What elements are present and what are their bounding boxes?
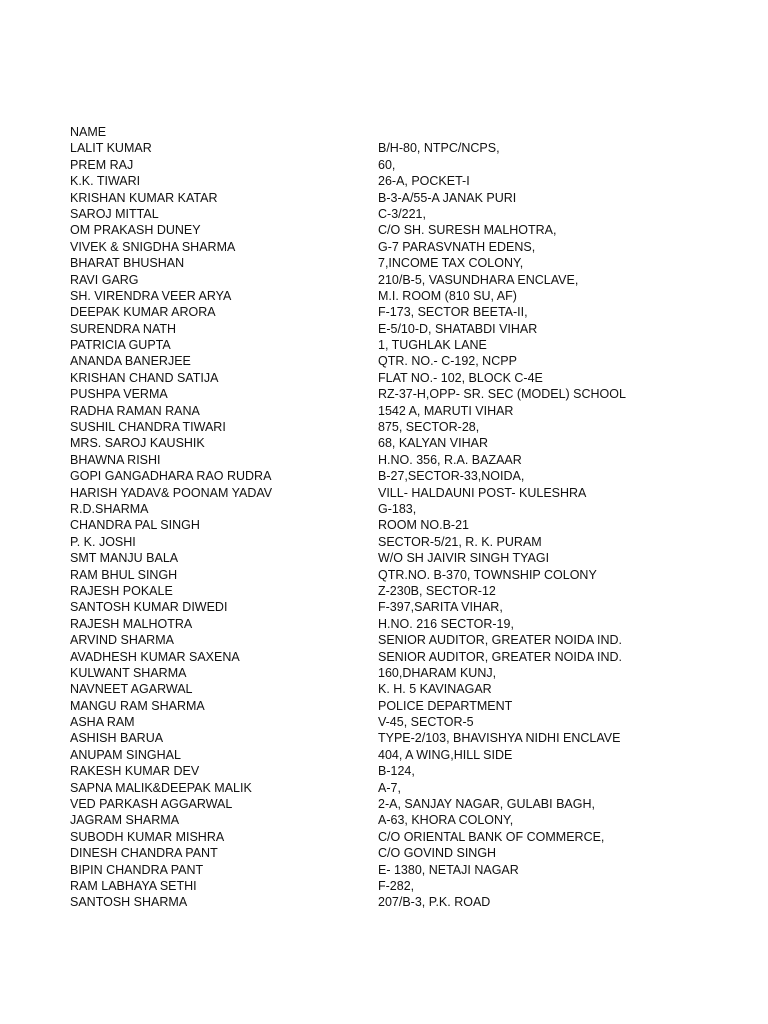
row-name: RAKESH KUMAR DEV	[70, 764, 200, 779]
row-name: GOPI GANGADHARA RAO RUDRA	[70, 469, 272, 484]
row-address: E- 1380, NETAJI NAGAR	[378, 862, 519, 877]
row-address: POLICE DEPARTMENT	[378, 698, 513, 713]
row-name: MANGU RAM SHARMA	[70, 698, 205, 713]
row-name: RAVI GARG	[70, 272, 139, 287]
row-address: H.NO. 356, R.A. BAZAAR	[378, 452, 522, 467]
table-row	[70, 435, 710, 451]
row-address: TYPE-2/103, BHAVISHYA NIDHI ENCLAVE	[378, 731, 621, 746]
row-address: B-124,	[378, 764, 415, 779]
row-address: 1, TUGHLAK LANE	[378, 338, 487, 353]
table-row	[70, 190, 710, 206]
table-row	[70, 747, 710, 763]
row-name: R.D.SHARMA	[70, 501, 149, 516]
row-name: P. K. JOSHI	[70, 534, 136, 549]
row-name: RAJESH POKALE	[70, 583, 173, 598]
table-row	[70, 616, 710, 632]
row-address: A-63, KHORA COLONY,	[378, 813, 514, 828]
row-address: 160,DHARAM KUNJ,	[378, 665, 497, 680]
table-row	[70, 272, 710, 288]
row-name: ANUPAM SINGHAL	[70, 747, 181, 762]
row-name: ARVIND SHARMA	[70, 633, 174, 648]
row-address: B/H-80, NTPC/NCPS,	[378, 141, 500, 156]
row-name: PREM RAJ	[70, 157, 134, 172]
row-address: 875, SECTOR-28,	[378, 420, 480, 435]
row-address: B-27,SECTOR-33,NOIDA,	[378, 469, 525, 484]
row-address: SENIOR AUDITOR, GREATER NOIDA IND.	[378, 649, 623, 664]
table-row	[70, 304, 710, 320]
row-name: SH. VIRENDRA VEER ARYA	[70, 288, 232, 303]
row-name: ASHISH BARUA	[70, 731, 164, 746]
table-row	[70, 353, 710, 369]
row-name: NAVNEET AGARWAL	[70, 682, 193, 697]
row-name: VED PARKASH AGGARWAL	[70, 797, 233, 812]
table-row	[70, 583, 710, 599]
row-address: 26-A, POCKET-I	[378, 174, 470, 189]
row-address: C-3/221,	[378, 206, 426, 221]
table-row	[70, 517, 710, 533]
row-address: 210/B-5, VASUNDHARA ENCLAVE,	[378, 272, 579, 287]
row-address: K. H. 5 KAVINAGAR	[378, 682, 492, 697]
table-row	[70, 452, 710, 468]
row-address: 2-A, SANJAY NAGAR, GULABI BAGH,	[378, 797, 595, 812]
table-row	[70, 894, 710, 910]
row-name: SANTOSH KUMAR DIWEDI	[70, 600, 228, 615]
row-name: VIVEK & SNIGDHA SHARMA	[70, 239, 236, 254]
row-address: 68, KALYAN VIHAR	[378, 436, 488, 451]
row-address: G-183,	[378, 501, 417, 516]
table-row	[70, 829, 710, 845]
table-row	[70, 632, 710, 648]
row-address: E-5/10-D, SHATABDI VIHAR	[378, 321, 538, 336]
table-row	[70, 730, 710, 746]
row-name: PATRICIA GUPTA	[70, 338, 171, 353]
address-column-header	[378, 124, 710, 140]
row-address: QTR.NO. B-370, TOWNSHIP COLONY	[378, 567, 597, 582]
row-address: M.I. ROOM (810 SU, AF)	[378, 288, 517, 303]
table-row	[70, 796, 710, 812]
row-name: RAM LABHAYA SETHI	[70, 878, 197, 893]
row-name: K.K. TIWARI	[70, 174, 141, 189]
table-row	[70, 370, 710, 386]
row-name: SUBODH KUMAR MISHRA	[70, 829, 225, 844]
row-name: RAJESH MALHOTRA	[70, 616, 193, 631]
table-row	[70, 140, 710, 156]
row-name: BIPIN CHANDRA PANT	[70, 862, 204, 877]
table-row	[70, 321, 710, 337]
row-address: B-3-A/55-A JANAK PURI	[378, 190, 517, 205]
table-row	[70, 567, 710, 583]
row-name: BHARAT BHUSHAN	[70, 256, 185, 271]
row-address: FLAT NO.- 102, BLOCK C-4E	[378, 370, 543, 385]
row-address: Z-230B, SECTOR-12	[378, 583, 496, 598]
row-name: AVADHESH KUMAR SAXENA	[70, 649, 240, 664]
table-row	[70, 698, 710, 714]
table-row	[70, 206, 710, 222]
table-row	[70, 157, 710, 173]
row-address: RZ-37-H,OPP- SR. SEC (MODEL) SCHOOL	[378, 387, 626, 402]
table-row	[70, 173, 710, 189]
row-name: RADHA RAMAN RANA	[70, 403, 200, 418]
table-row	[70, 255, 710, 271]
table-row	[70, 763, 710, 779]
table-row	[70, 714, 710, 730]
row-address: V-45, SECTOR-5	[378, 715, 474, 730]
table-body	[70, 140, 710, 910]
row-name: OM PRAKASH DUNEY	[70, 223, 201, 238]
row-name: SAROJ MITTAL	[70, 206, 159, 221]
table-row	[70, 649, 710, 665]
row-name: ASHA RAM	[70, 715, 135, 730]
table-row	[70, 239, 710, 255]
table-row	[70, 599, 710, 615]
row-address: C/O ORIENTAL BANK OF COMMERCE,	[378, 829, 605, 844]
table-row	[70, 665, 710, 681]
row-address: A-7,	[378, 780, 401, 795]
row-address: F-173, SECTOR BEETA-II,	[378, 305, 528, 320]
name-address-table	[70, 124, 710, 911]
row-name: DINESH CHANDRA PANT	[70, 846, 218, 861]
row-address: W/O SH JAIVIR SINGH TYAGI	[378, 551, 550, 566]
table-row	[70, 501, 710, 517]
table-row	[70, 403, 710, 419]
row-name: SURENDRA NATH	[70, 321, 177, 336]
row-name: KRISHAN KUMAR KATAR	[70, 190, 218, 205]
table-row	[70, 681, 710, 697]
table-row	[70, 845, 710, 861]
row-address: H.NO. 216 SECTOR-19,	[378, 616, 514, 631]
row-name: SUSHIL CHANDRA TIWARI	[70, 420, 226, 435]
row-name: ANANDA BANERJEE	[70, 354, 191, 369]
row-name: SANTOSH SHARMA	[70, 895, 188, 910]
row-address: F-282,	[378, 878, 415, 893]
table-row	[70, 812, 710, 828]
table-header	[70, 124, 710, 140]
row-name: KULWANT SHARMA	[70, 665, 187, 680]
row-name: KRISHAN CHAND SATIJA	[70, 370, 219, 385]
table-row	[70, 485, 710, 501]
row-address: SECTOR-5/21, R. K. PURAM	[378, 534, 542, 549]
row-name: JAGRAM SHARMA	[70, 813, 180, 828]
row-name: HARISH YADAV& POONAM YADAV	[70, 485, 273, 500]
row-address: 207/B-3, P.K. ROAD	[378, 895, 491, 910]
table-row	[70, 386, 710, 402]
table-row	[70, 780, 710, 796]
row-address: 60,	[378, 157, 396, 172]
row-address: ROOM NO.B-21	[378, 518, 469, 533]
row-name: PUSHPA VERMA	[70, 387, 168, 402]
row-address: 1542 A, MARUTI VIHAR	[378, 403, 514, 418]
table-row	[70, 878, 710, 894]
row-name: BHAWNA RISHI	[70, 452, 161, 467]
name-column-header: NAME	[70, 125, 107, 139]
table-row	[70, 534, 710, 550]
row-name: CHANDRA PAL SINGH	[70, 518, 200, 533]
row-address: F-397,SARITA VIHAR,	[378, 600, 503, 615]
row-name: DEEPAK KUMAR ARORA	[70, 305, 216, 320]
row-name: MRS. SAROJ KAUSHIK	[70, 436, 205, 451]
row-name: LALIT KUMAR	[70, 141, 152, 156]
table-row	[70, 468, 710, 484]
row-address: 404, A WING,HILL SIDE	[378, 747, 513, 762]
row-name: RAM BHUL SINGH	[70, 567, 178, 582]
row-address: QTR. NO.- C-192, NCPP	[378, 354, 517, 369]
table-row	[70, 337, 710, 353]
table-row	[70, 222, 710, 238]
row-name: SMT MANJU BALA	[70, 551, 179, 566]
table-row	[70, 288, 710, 304]
row-address: C/O GOVIND SINGH	[378, 846, 497, 861]
row-name: SAPNA MALIK&DEEPAK MALIK	[70, 780, 252, 795]
row-address: 7,INCOME TAX COLONY,	[378, 256, 524, 271]
row-address: SENIOR AUDITOR, GREATER NOIDA IND.	[378, 633, 623, 648]
table-row	[70, 419, 710, 435]
table-row	[70, 550, 710, 566]
row-address: G-7 PARASVNATH EDENS,	[378, 239, 536, 254]
row-address: C/O SH. SURESH MALHOTRA,	[378, 223, 557, 238]
table-row	[70, 862, 710, 878]
row-address: VILL- HALDAUNI POST- KULESHRA	[378, 485, 587, 500]
